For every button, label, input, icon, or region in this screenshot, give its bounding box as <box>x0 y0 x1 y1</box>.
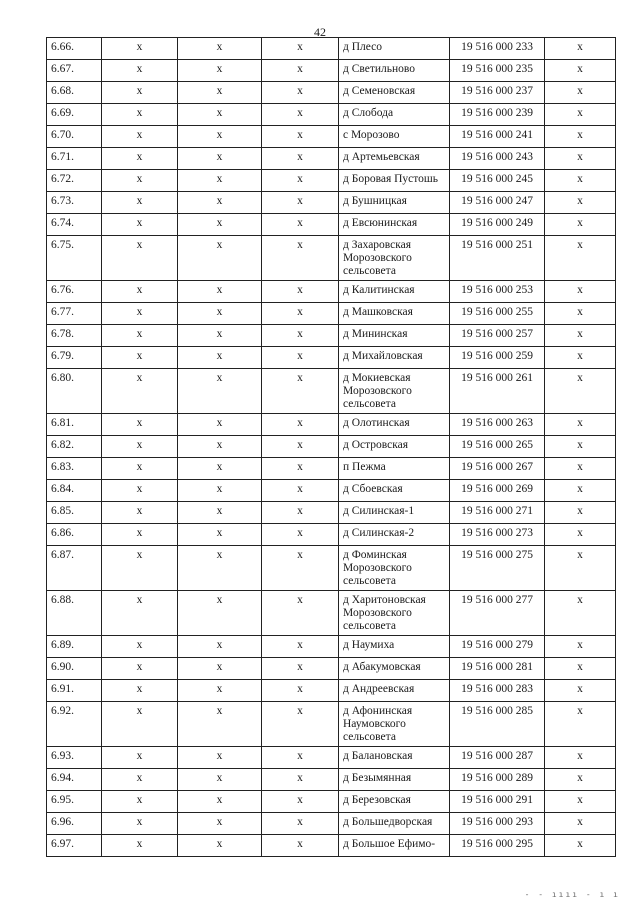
row-number: 6.69. <box>47 104 102 126</box>
oktmo-code: 19 516 000 295 <box>450 835 545 857</box>
oktmo-code: 19 516 000 253 <box>450 281 545 303</box>
placeholder-cell-2: x <box>178 747 262 769</box>
oktmo-code: 19 516 000 293 <box>450 813 545 835</box>
settlement-name: д Мокиевская Морозовского сельсовета <box>339 369 450 414</box>
oktmo-code: 19 516 000 275 <box>450 546 545 591</box>
table-row <box>47 303 616 325</box>
table-row <box>47 192 616 214</box>
placeholder-cell-3: x <box>262 546 339 591</box>
table-row <box>47 38 616 60</box>
scan-marks: ‐ ‐ ıııı ‐ ı ı <box>524 890 620 899</box>
settlement-name: д Березовская <box>339 791 450 813</box>
placeholder-cell-1: x <box>102 126 178 148</box>
oktmo-code: 19 516 000 237 <box>450 82 545 104</box>
placeholder-cell-1: x <box>102 835 178 857</box>
settlement-name: д Большедворская <box>339 813 450 835</box>
table-row <box>47 214 616 236</box>
row-number: 6.94. <box>47 769 102 791</box>
settlement-name: д Большое Ефимо- <box>339 835 450 857</box>
placeholder-cell-3: x <box>262 414 339 436</box>
placeholder-cell-1: x <box>102 636 178 658</box>
settlement-name: д Калитинская <box>339 281 450 303</box>
settlement-name: д Силинская-1 <box>339 502 450 524</box>
placeholder-cell-1: x <box>102 813 178 835</box>
table-row <box>47 104 616 126</box>
placeholder-cell-3: x <box>262 636 339 658</box>
table-row <box>47 347 616 369</box>
placeholder-cell-2: x <box>178 813 262 835</box>
placeholder-cell-4: x <box>545 546 616 591</box>
settlement-name: д Фоминская Морозовского сельсовета <box>339 546 450 591</box>
page-number: 42 <box>314 25 326 39</box>
settlement-name: д Сбоевская <box>339 480 450 502</box>
row-number: 6.80. <box>47 369 102 414</box>
oktmo-code: 19 516 000 283 <box>450 680 545 702</box>
oktmo-code: 19 516 000 285 <box>450 702 545 747</box>
placeholder-cell-2: x <box>178 82 262 104</box>
placeholder-cell-3: x <box>262 104 339 126</box>
table-row <box>47 813 616 835</box>
table-row <box>47 835 616 857</box>
row-number: 6.88. <box>47 591 102 636</box>
oktmo-code: 19 516 000 277 <box>450 591 545 636</box>
table-row <box>47 325 616 347</box>
row-number: 6.77. <box>47 303 102 325</box>
row-number: 6.71. <box>47 148 102 170</box>
table-row <box>47 60 616 82</box>
oktmo-code: 19 516 000 289 <box>450 769 545 791</box>
placeholder-cell-4: x <box>545 214 616 236</box>
settlement-registry-table <box>46 37 616 857</box>
table-row <box>47 369 616 414</box>
table-row <box>47 591 616 636</box>
oktmo-code: 19 516 000 261 <box>450 369 545 414</box>
settlement-name: д Балановская <box>339 747 450 769</box>
row-number: 6.97. <box>47 835 102 857</box>
placeholder-cell-3: x <box>262 38 339 60</box>
placeholder-cell-3: x <box>262 347 339 369</box>
settlement-name: с Морозово <box>339 126 450 148</box>
table-row <box>47 480 616 502</box>
table-row <box>47 82 616 104</box>
placeholder-cell-4: x <box>545 436 616 458</box>
row-number: 6.73. <box>47 192 102 214</box>
placeholder-cell-3: x <box>262 281 339 303</box>
oktmo-code: 19 516 000 255 <box>450 303 545 325</box>
placeholder-cell-4: x <box>545 835 616 857</box>
placeholder-cell-2: x <box>178 414 262 436</box>
placeholder-cell-2: x <box>178 104 262 126</box>
oktmo-code: 19 516 000 259 <box>450 347 545 369</box>
placeholder-cell-2: x <box>178 835 262 857</box>
oktmo-code: 19 516 000 271 <box>450 502 545 524</box>
row-number: 6.95. <box>47 791 102 813</box>
placeholder-cell-4: x <box>545 658 616 680</box>
row-number: 6.91. <box>47 680 102 702</box>
oktmo-code: 19 516 000 233 <box>450 38 545 60</box>
settlement-name: д Силинская-2 <box>339 524 450 546</box>
placeholder-cell-3: x <box>262 458 339 480</box>
oktmo-code: 19 516 000 273 <box>450 524 545 546</box>
oktmo-code: 19 516 000 269 <box>450 480 545 502</box>
oktmo-code: 19 516 000 235 <box>450 60 545 82</box>
placeholder-cell-2: x <box>178 148 262 170</box>
placeholder-cell-3: x <box>262 747 339 769</box>
placeholder-cell-3: x <box>262 325 339 347</box>
table-row <box>47 546 616 591</box>
oktmo-code: 19 516 000 257 <box>450 325 545 347</box>
oktmo-code: 19 516 000 239 <box>450 104 545 126</box>
placeholder-cell-1: x <box>102 192 178 214</box>
placeholder-cell-2: x <box>178 126 262 148</box>
settlement-name: д Харитоновская Морозовского сельсовета <box>339 591 450 636</box>
placeholder-cell-3: x <box>262 769 339 791</box>
settlement-name: д Евсюнинская <box>339 214 450 236</box>
placeholder-cell-3: x <box>262 148 339 170</box>
oktmo-code: 19 516 000 281 <box>450 658 545 680</box>
row-number: 6.87. <box>47 546 102 591</box>
placeholder-cell-3: x <box>262 480 339 502</box>
placeholder-cell-2: x <box>178 347 262 369</box>
row-number: 6.84. <box>47 480 102 502</box>
oktmo-code: 19 516 000 279 <box>450 636 545 658</box>
placeholder-cell-3: x <box>262 436 339 458</box>
placeholder-cell-1: x <box>102 414 178 436</box>
placeholder-cell-2: x <box>178 769 262 791</box>
settlement-name: д Машковская <box>339 303 450 325</box>
placeholder-cell-3: x <box>262 60 339 82</box>
placeholder-cell-4: x <box>545 126 616 148</box>
placeholder-cell-1: x <box>102 60 178 82</box>
placeholder-cell-4: x <box>545 791 616 813</box>
placeholder-cell-2: x <box>178 458 262 480</box>
settlement-name: д Захаровская Морозовского сельсовета <box>339 236 450 281</box>
placeholder-cell-4: x <box>545 524 616 546</box>
placeholder-cell-2: x <box>178 436 262 458</box>
settlement-name: д Мининская <box>339 325 450 347</box>
placeholder-cell-1: x <box>102 148 178 170</box>
settlement-name: д Афонинская Наумовского сельсовета <box>339 702 450 747</box>
placeholder-cell-1: x <box>102 281 178 303</box>
placeholder-cell-2: x <box>178 680 262 702</box>
settlement-name: д Абакумовская <box>339 658 450 680</box>
placeholder-cell-4: x <box>545 82 616 104</box>
placeholder-cell-2: x <box>178 791 262 813</box>
table-row <box>47 281 616 303</box>
settlement-name: д Островская <box>339 436 450 458</box>
oktmo-code: 19 516 000 243 <box>450 148 545 170</box>
row-number: 6.66. <box>47 38 102 60</box>
table-row <box>47 524 616 546</box>
placeholder-cell-3: x <box>262 502 339 524</box>
placeholder-cell-4: x <box>545 192 616 214</box>
row-number: 6.75. <box>47 236 102 281</box>
settlement-name: д Андреевская <box>339 680 450 702</box>
placeholder-cell-3: x <box>262 214 339 236</box>
row-number: 6.81. <box>47 414 102 436</box>
placeholder-cell-1: x <box>102 236 178 281</box>
placeholder-cell-4: x <box>545 347 616 369</box>
row-number: 6.92. <box>47 702 102 747</box>
placeholder-cell-2: x <box>178 546 262 591</box>
table-row <box>47 126 616 148</box>
placeholder-cell-2: x <box>178 480 262 502</box>
placeholder-cell-4: x <box>545 458 616 480</box>
oktmo-code: 19 516 000 245 <box>450 170 545 192</box>
row-number: 6.93. <box>47 747 102 769</box>
row-number: 6.68. <box>47 82 102 104</box>
placeholder-cell-1: x <box>102 170 178 192</box>
row-number: 6.76. <box>47 281 102 303</box>
placeholder-cell-4: x <box>545 480 616 502</box>
placeholder-cell-3: x <box>262 702 339 747</box>
placeholder-cell-4: x <box>545 369 616 414</box>
settlement-name: д Семеновская <box>339 82 450 104</box>
table-row <box>47 414 616 436</box>
placeholder-cell-3: x <box>262 813 339 835</box>
placeholder-cell-4: x <box>545 591 616 636</box>
row-number: 6.90. <box>47 658 102 680</box>
placeholder-cell-3: x <box>262 680 339 702</box>
row-number: 6.78. <box>47 325 102 347</box>
placeholder-cell-2: x <box>178 524 262 546</box>
settlement-name: д Олотинская <box>339 414 450 436</box>
placeholder-cell-3: x <box>262 835 339 857</box>
row-number: 6.89. <box>47 636 102 658</box>
placeholder-cell-1: x <box>102 104 178 126</box>
placeholder-cell-2: x <box>178 236 262 281</box>
table-row <box>47 769 616 791</box>
placeholder-cell-1: x <box>102 791 178 813</box>
table-body <box>47 38 616 857</box>
table-row <box>47 680 616 702</box>
placeholder-cell-4: x <box>545 104 616 126</box>
placeholder-cell-1: x <box>102 524 178 546</box>
placeholder-cell-3: x <box>262 170 339 192</box>
placeholder-cell-2: x <box>178 658 262 680</box>
placeholder-cell-2: x <box>178 60 262 82</box>
placeholder-cell-4: x <box>545 636 616 658</box>
settlement-name: д Светильново <box>339 60 450 82</box>
oktmo-code: 19 516 000 249 <box>450 214 545 236</box>
table-row <box>47 148 616 170</box>
placeholder-cell-1: x <box>102 702 178 747</box>
placeholder-cell-2: x <box>178 502 262 524</box>
placeholder-cell-2: x <box>178 38 262 60</box>
placeholder-cell-3: x <box>262 524 339 546</box>
table-row <box>47 747 616 769</box>
placeholder-cell-4: x <box>545 680 616 702</box>
placeholder-cell-2: x <box>178 303 262 325</box>
oktmo-code: 19 516 000 291 <box>450 791 545 813</box>
settlement-name: д Слобода <box>339 104 450 126</box>
row-number: 6.82. <box>47 436 102 458</box>
settlement-name: д Михайловская <box>339 347 450 369</box>
placeholder-cell-4: x <box>545 769 616 791</box>
placeholder-cell-4: x <box>545 747 616 769</box>
placeholder-cell-1: x <box>102 480 178 502</box>
placeholder-cell-1: x <box>102 214 178 236</box>
placeholder-cell-4: x <box>545 813 616 835</box>
placeholder-cell-1: x <box>102 325 178 347</box>
placeholder-cell-4: x <box>545 414 616 436</box>
placeholder-cell-1: x <box>102 658 178 680</box>
table-row <box>47 791 616 813</box>
placeholder-cell-2: x <box>178 281 262 303</box>
settlement-name: д Бушницкая <box>339 192 450 214</box>
row-number: 6.72. <box>47 170 102 192</box>
placeholder-cell-1: x <box>102 680 178 702</box>
placeholder-cell-1: x <box>102 347 178 369</box>
placeholder-cell-1: x <box>102 303 178 325</box>
placeholder-cell-4: x <box>545 60 616 82</box>
oktmo-code: 19 516 000 241 <box>450 126 545 148</box>
placeholder-cell-2: x <box>178 192 262 214</box>
table-row <box>47 502 616 524</box>
placeholder-cell-1: x <box>102 82 178 104</box>
row-number: 6.86. <box>47 524 102 546</box>
placeholder-cell-4: x <box>545 170 616 192</box>
placeholder-cell-4: x <box>545 303 616 325</box>
oktmo-code: 19 516 000 287 <box>450 747 545 769</box>
placeholder-cell-2: x <box>178 591 262 636</box>
placeholder-cell-3: x <box>262 236 339 281</box>
placeholder-cell-4: x <box>545 38 616 60</box>
settlement-name: д Артемьевская <box>339 148 450 170</box>
row-number: 6.74. <box>47 214 102 236</box>
placeholder-cell-3: x <box>262 192 339 214</box>
table-row <box>47 636 616 658</box>
placeholder-cell-1: x <box>102 591 178 636</box>
placeholder-cell-1: x <box>102 502 178 524</box>
oktmo-code: 19 516 000 251 <box>450 236 545 281</box>
placeholder-cell-2: x <box>178 170 262 192</box>
row-number: 6.70. <box>47 126 102 148</box>
row-number: 6.85. <box>47 502 102 524</box>
settlement-name: д Безымянная <box>339 769 450 791</box>
table-row <box>47 702 616 747</box>
placeholder-cell-4: x <box>545 502 616 524</box>
placeholder-cell-1: x <box>102 38 178 60</box>
table-row <box>47 236 616 281</box>
placeholder-cell-2: x <box>178 369 262 414</box>
placeholder-cell-1: x <box>102 769 178 791</box>
placeholder-cell-3: x <box>262 591 339 636</box>
placeholder-cell-2: x <box>178 636 262 658</box>
oktmo-code: 19 516 000 263 <box>450 414 545 436</box>
settlement-name: д Боровая Пустошь <box>339 170 450 192</box>
placeholder-cell-4: x <box>545 281 616 303</box>
table-row <box>47 436 616 458</box>
placeholder-cell-1: x <box>102 436 178 458</box>
settlement-name: д Наумиха <box>339 636 450 658</box>
placeholder-cell-4: x <box>545 702 616 747</box>
placeholder-cell-1: x <box>102 546 178 591</box>
placeholder-cell-1: x <box>102 747 178 769</box>
table-row <box>47 658 616 680</box>
placeholder-cell-4: x <box>545 148 616 170</box>
placeholder-cell-3: x <box>262 126 339 148</box>
placeholder-cell-4: x <box>545 236 616 281</box>
oktmo-code: 19 516 000 265 <box>450 436 545 458</box>
table-row <box>47 170 616 192</box>
placeholder-cell-1: x <box>102 458 178 480</box>
placeholder-cell-4: x <box>545 325 616 347</box>
settlement-name: п Пежма <box>339 458 450 480</box>
placeholder-cell-3: x <box>262 658 339 680</box>
oktmo-code: 19 516 000 247 <box>450 192 545 214</box>
placeholder-cell-2: x <box>178 325 262 347</box>
row-number: 6.83. <box>47 458 102 480</box>
placeholder-cell-2: x <box>178 214 262 236</box>
row-number: 6.96. <box>47 813 102 835</box>
placeholder-cell-3: x <box>262 303 339 325</box>
placeholder-cell-3: x <box>262 791 339 813</box>
table-row <box>47 458 616 480</box>
placeholder-cell-1: x <box>102 369 178 414</box>
placeholder-cell-3: x <box>262 82 339 104</box>
row-number: 6.67. <box>47 60 102 82</box>
placeholder-cell-2: x <box>178 702 262 747</box>
oktmo-code: 19 516 000 267 <box>450 458 545 480</box>
settlement-name: д Плесо <box>339 38 450 60</box>
row-number: 6.79. <box>47 347 102 369</box>
placeholder-cell-3: x <box>262 369 339 414</box>
